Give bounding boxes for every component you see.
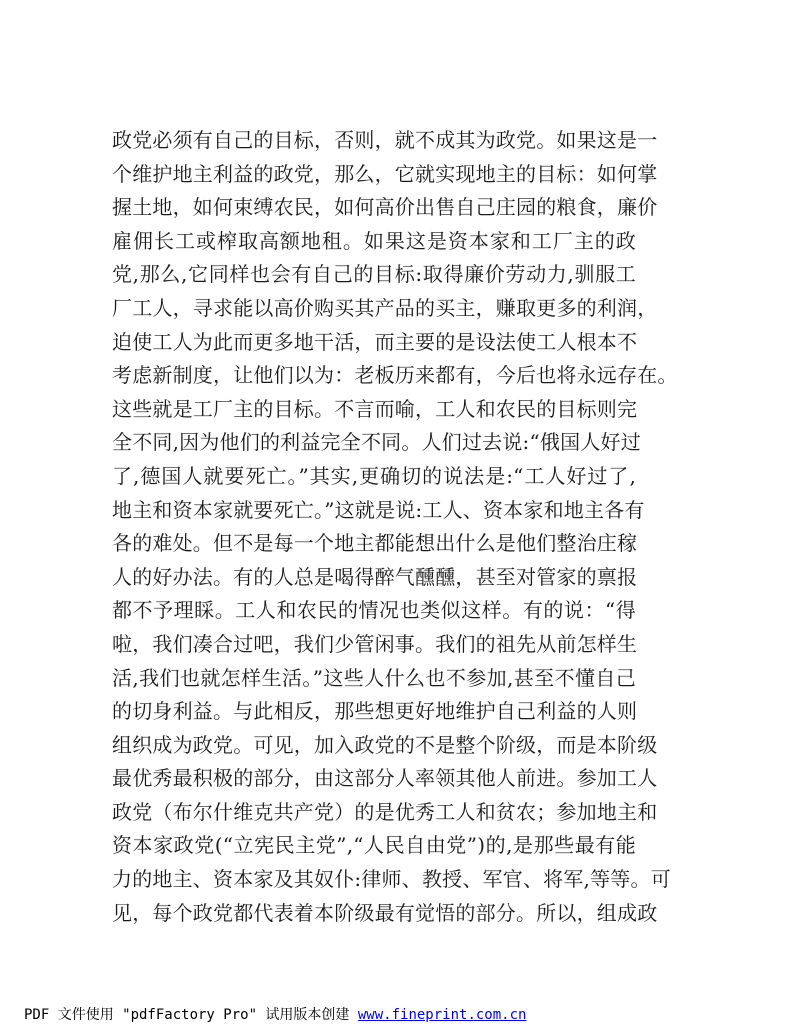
text-line: 力的地主、资本家及其奴仆:律师、教授、军官、将军,等等。可 bbox=[112, 867, 671, 892]
text-line: 啦，我们凑合过吧，我们少管闲事。我们的祖先从前怎样生 bbox=[112, 631, 638, 656]
text-line: 的切身利益。与此相反，那些想更好地维护自己利益的人则 bbox=[112, 699, 638, 724]
text-line: 都不予理睬。工人和农民的情况也类似这样。有的说：“得 bbox=[112, 598, 636, 623]
text-line: 厂工人，寻求能以高价购买其产品的买主，赚取更多的利润， bbox=[112, 295, 658, 320]
text-line: 个维护地主利益的政党，那么，它就实现地主的目标：如何掌 bbox=[112, 161, 658, 186]
pdf-footer bbox=[24, 1004, 526, 1024]
text-line: 最优秀最积极的部分，由这部分人率领其他人前进。参加工人 bbox=[112, 766, 658, 791]
text-line: 党,那么,它同样也会有自己的目标:取得廉价劳动力,驯服工 bbox=[112, 262, 636, 287]
text-line: 政党必须有自己的目标，否则，就不成其为政党。如果这是一 bbox=[112, 128, 658, 152]
text-line: 迫使工人为此而更多地干活，而主要的是设法使工人根本不 bbox=[112, 329, 638, 354]
text-line: 雇佣长工或榨取高额地租。如果这是资本家和工厂主的政 bbox=[112, 228, 636, 253]
text-line: 资本家政党(“立宪民主党”,“人民自由党”)的,是那些最有能 bbox=[112, 833, 636, 858]
text-line: 地主和资本家就要死亡。”这就是说:工人、资本家和地主各有 bbox=[112, 497, 645, 522]
footer-link[interactable]: www.fineprint.com.cn bbox=[357, 1007, 527, 1023]
text-line: 见，每个政党都代表着本阶级最有觉悟的部分。所以，组成政 bbox=[112, 900, 658, 925]
text-line: 握土地，如何束缚农民，如何高价出售自己庄园的粮食，廉价 bbox=[112, 195, 658, 220]
text-line: 全不同,因为他们的利益完全不同。人们过去说:“俄国人好过 bbox=[112, 430, 641, 455]
text-line: 了,德国人就要死亡。”其实,更确切的说法是:“工人好过了, bbox=[112, 463, 636, 488]
text-line: 各的难处。但不是每一个地主都能想出什么是他们整治庄稼 bbox=[112, 531, 638, 556]
text-line: 考虑新制度，让他们以为：老板历来都有，今后也将永远存在。 bbox=[112, 363, 678, 388]
text-line: 政党（布尔什维克共产党）的是优秀工人和贫农；参加地主和 bbox=[112, 799, 658, 824]
text-line: 活,我们也就怎样生活。”这些人什么也不参加,甚至不懂自己 bbox=[112, 665, 636, 690]
text-line: 人的好办法。有的人总是喝得醉气醺醺，甚至对管家的禀报 bbox=[112, 564, 638, 589]
text-line: 这些就是工厂主的目标。不言而喻，工人和农民的目标则完 bbox=[112, 396, 638, 421]
footer-text: PDF 文件使用 "pdfFactory Pro" 试用版本创建 bbox=[24, 1007, 358, 1023]
body-text bbox=[112, 124, 678, 930]
text-line: 组织成为政党。可见，加入政党的不是整个阶级，而是本阶级 bbox=[112, 732, 658, 757]
